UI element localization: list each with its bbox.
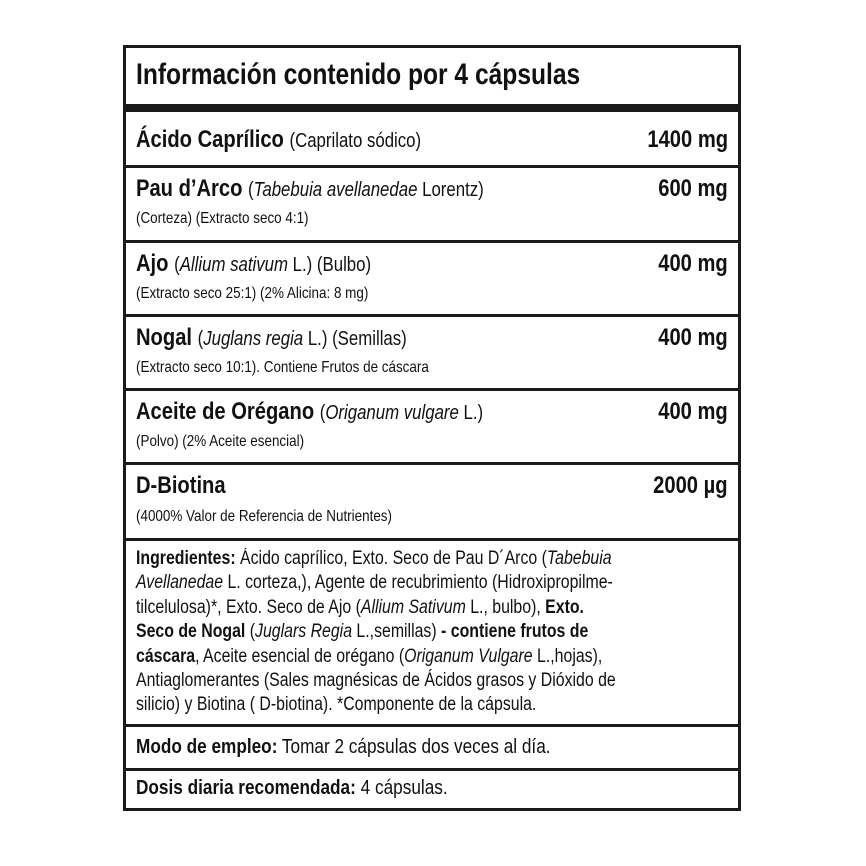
nutrient-subtext: (4000% Valor de Referencia de Nutrientes) <box>136 508 393 525</box>
nutrient-name: Ácido Caprílico (Caprilato sódico) <box>136 126 422 153</box>
nutrient-subtext: (Extracto seco 25:1) (2% Alicina: 8 mg) <box>136 285 369 302</box>
nutrient-name: Pau d’Arco (Tabebuia avellanedae Lorentz) <box>136 175 484 202</box>
panel-title: Información contenido por 4 cápsulas <box>136 58 581 91</box>
nutrient-row-caprylic-acid <box>126 112 738 166</box>
usage-row <box>126 727 738 768</box>
nutrient-subtext: (Corteza) (Extracto seco 4:1) <box>136 210 309 227</box>
nutrient-amount: 400 mg <box>658 250 728 277</box>
header-row <box>126 48 738 104</box>
usage-text: Modo de empleo: Tomar 2 cápsulas dos veces al día. <box>136 736 551 758</box>
nutrient-row-garlic <box>126 243 738 315</box>
nutrient-amount: 600 mg <box>658 175 728 202</box>
nutrient-name: Ajo (Allium sativum L.) (Bulbo) <box>136 250 372 277</box>
nutrient-subtext: (Extracto seco 10:1). Contiene Frutos de cáscara <box>136 359 429 376</box>
nutrient-row-pau-darco <box>126 168 738 240</box>
header-divider <box>126 104 738 112</box>
nutrient-amount: 400 mg <box>658 324 728 351</box>
nutrient-row-oregano-oil <box>126 391 738 463</box>
nutrient-amount: 1400 mg <box>647 126 728 153</box>
ingredients-section <box>126 541 738 724</box>
nutrient-row-walnut <box>126 317 738 389</box>
nutrient-name: D-Biotina <box>136 472 226 499</box>
nutrient-amount: 2000 µg <box>653 472 728 499</box>
nutrient-amount: 400 mg <box>658 398 728 425</box>
nutrient-name: Nogal (Juglans regia L.) (Semillas) <box>136 324 407 351</box>
nutrient-name: Aceite de Orégano (Origanum vulgare L.) <box>136 398 484 425</box>
supplement-facts-panel <box>123 45 741 811</box>
nutrient-row-biotin <box>126 465 738 539</box>
nutrient-subtext: (Polvo) (2% Aceite esencial) <box>136 433 305 450</box>
dose-row <box>126 771 738 808</box>
ingredients-text: Ingredientes: Ácido caprílico, Exto. Seco de Pau D´Arco (Tabebuia Avellanedae L. corteza,), Agente de recubrimiento (Hidroxipropilme- tilcelulosa)*, Exto. Seco de Ajo (Allium Sativum L., bulbo), Exto. Seco de Nogal (Juglars Regia L.,semillas) - contiene frutos de cáscara, Aceite esencial de orégano (Origanum Vulgare L.,hojas), Antiaglomerantes (Sales magnésicas de Ácidos grasos y Dióxido de silicio) y Biotina ( D-biotina). *Componente de la cápsula. <box>136 548 616 716</box>
dose-text: Dosis diaria recomendada: 4 cápsulas. <box>136 777 448 799</box>
